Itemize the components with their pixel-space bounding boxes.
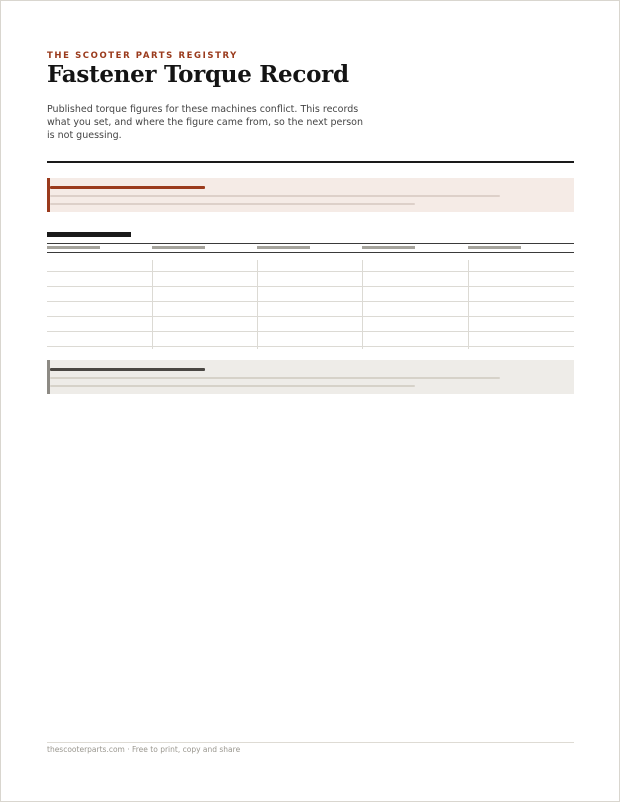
header-divider — [47, 161, 574, 163]
note-callout-heading-placeholder — [50, 368, 205, 371]
page-title: Fastener Torque Record — [47, 61, 349, 88]
table-header-cell-placeholder — [257, 246, 310, 249]
publisher-eyebrow: THE SCOOTER PARTS REGISTRY — [47, 51, 238, 61]
table-column-divider — [362, 260, 363, 349]
table-row — [47, 301, 574, 302]
note-callout-line-placeholder — [50, 377, 500, 379]
table-column-divider — [152, 260, 153, 349]
note-callout-placeholder — [47, 360, 574, 394]
table-header-bottom-rule — [47, 252, 574, 253]
warning-callout-heading-placeholder — [50, 186, 205, 189]
warning-callout-line-placeholder — [50, 203, 415, 205]
table-header-cell-placeholder — [152, 246, 205, 249]
section-heading-placeholder — [47, 232, 131, 237]
table-row — [47, 316, 574, 317]
table-column-divider — [257, 260, 258, 349]
table-column-divider — [468, 260, 469, 349]
table-header-cell-placeholder — [468, 246, 521, 249]
intro-paragraph: Published torque figures for these machines conflict. This records what you set, and where the figure came from, so the next person is not guessing. — [47, 104, 364, 141]
table-header-cell-placeholder — [362, 246, 415, 249]
table-row — [47, 331, 574, 332]
table-header-top-rule — [47, 243, 574, 244]
note-callout-line-placeholder — [50, 385, 415, 387]
warning-callout-placeholder — [47, 178, 574, 212]
table-row — [47, 286, 574, 287]
footer-divider — [47, 742, 574, 743]
footer-text: thescooterparts.com · Free to print, copy and share — [47, 745, 241, 754]
table-header-cell-placeholder — [47, 246, 100, 249]
table-row — [47, 346, 574, 347]
warning-callout-line-placeholder — [50, 195, 500, 197]
table-row — [47, 271, 574, 272]
